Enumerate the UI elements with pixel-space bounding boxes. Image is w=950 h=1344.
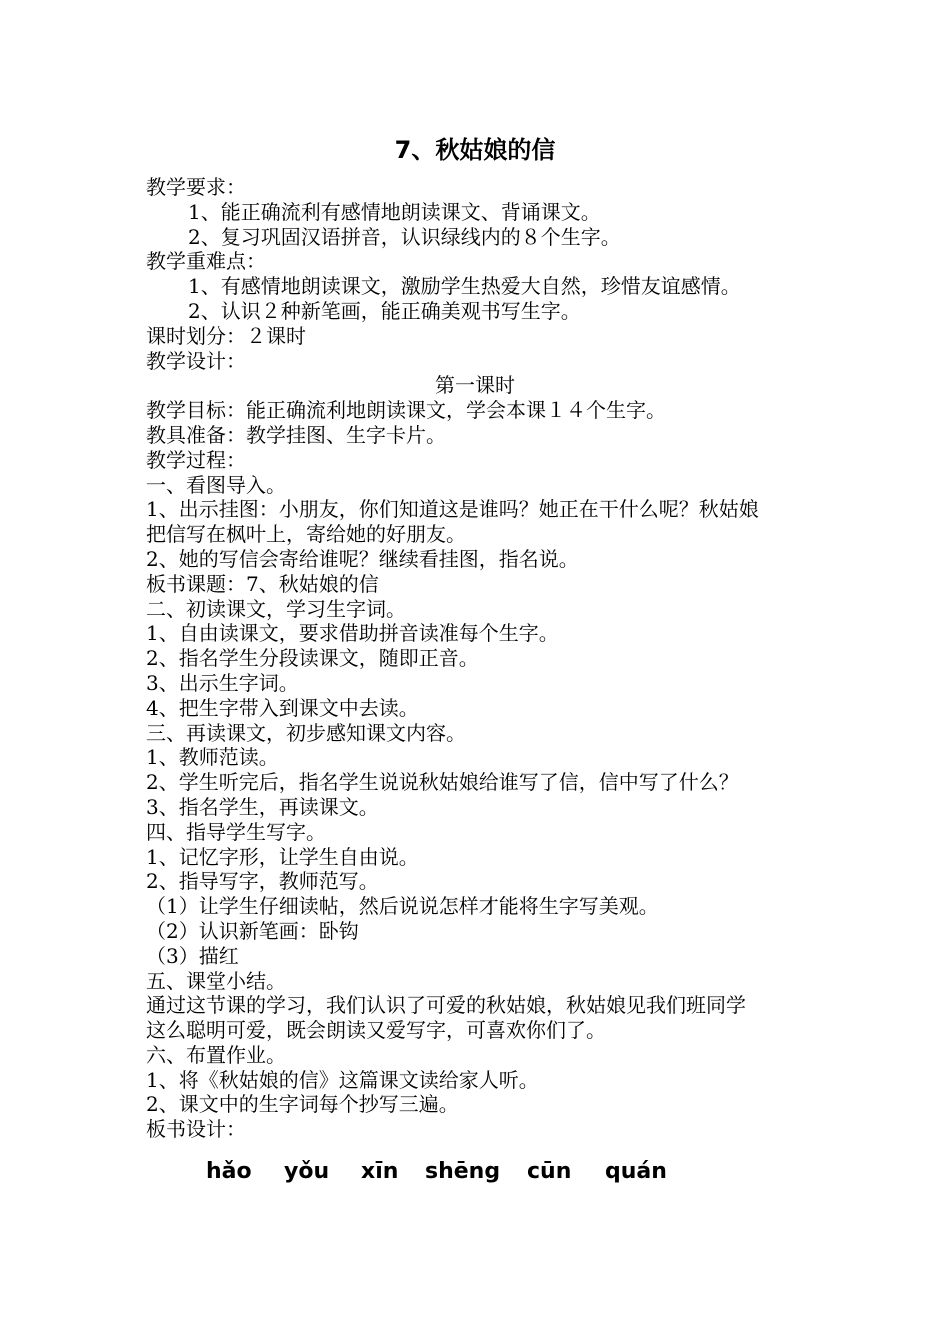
section-heading: 教学过程： xyxy=(146,447,246,472)
paragraph-line: 2、她的写信会寄给谁呢？继续看挂图，指名说。 xyxy=(146,546,579,571)
list-item: 1、有感情地朗读课文，激励学生热爱大自然，珍惜友谊感情。 xyxy=(188,274,741,299)
step-heading: 一、看图导入。 xyxy=(146,472,286,497)
paragraph-line: 1、将《秋姑娘的信》这篇课文读给家人听。 xyxy=(146,1067,539,1092)
paragraph-line: 2、指导写字，教师范写。 xyxy=(146,869,379,894)
paragraph-line: 教具准备：教学挂图、生字卡片。 xyxy=(146,422,446,447)
pinyin-word: cūn xyxy=(527,1159,572,1184)
step-heading: 四、指导学生写字。 xyxy=(146,819,326,844)
step-heading: 五、课堂小结。 xyxy=(146,968,286,993)
paragraph-line: 1、出示挂图：小朋友，你们知道这是谁吗？她正在干什么呢？秋姑娘 xyxy=(146,497,759,522)
paragraph-line: 把信写在枫叶上，寄给她的好朋友。 xyxy=(146,522,466,547)
document-body xyxy=(146,175,826,1142)
paragraph-line: 2、课文中的生字词每个抄写三遍。 xyxy=(146,1092,459,1117)
paragraph-line: 1、自由读课文，要求借助拼音读准每个生字。 xyxy=(146,621,559,646)
paragraph-line: 板书课题：7、秋姑娘的信 xyxy=(146,571,379,596)
section-heading: 板书设计： xyxy=(146,1117,246,1142)
paragraph-line: 3、指名学生，再读课文。 xyxy=(146,794,379,819)
list-item: 2、复习巩固汉语拼音，认识绿线内的８个生字。 xyxy=(188,224,621,249)
document-title: 7、秋姑娘的信 xyxy=(394,136,556,164)
section-heading: 教学设计： xyxy=(146,348,246,373)
section-heading: 教学要求： xyxy=(146,175,246,199)
paragraph-line: （3）描红 xyxy=(146,943,239,968)
paragraph-line: 通过这节课的学习，我们认识了可爱的秋姑娘，秋姑娘见我们班同学 xyxy=(146,993,746,1018)
lesson-heading: 第一课时 xyxy=(435,373,515,398)
pinyin-word: xīn xyxy=(361,1159,399,1184)
list-item: 2、认识２种新笔画，能正确美观书写生字。 xyxy=(188,298,581,323)
paragraph-line: 这么聪明可爱，既会朗读又爱写字，可喜欢你们了。 xyxy=(146,1018,606,1043)
step-heading: 三、再读课文，初步感知课文内容。 xyxy=(146,720,466,745)
paragraph-line: 教学目标：能正确流利地朗读课文，学会本课１４个生字。 xyxy=(146,398,666,423)
paragraph-line: （2）认识新笔画：卧钩 xyxy=(146,918,359,943)
paragraph-line: （1）让学生仔细读帖，然后说说怎样才能将生字写美观。 xyxy=(146,894,659,919)
section-heading: 教学重难点： xyxy=(146,249,266,274)
paragraph-line: 2、指名学生分段读课文，随即正音。 xyxy=(146,646,479,671)
paragraph-line: 1、记忆字形，让学生自由说。 xyxy=(146,844,419,869)
step-heading: 六、布置作业。 xyxy=(146,1042,286,1067)
paragraph-line: 1、教师范读。 xyxy=(146,745,279,770)
list-item: 1、能正确流利有感情地朗读课文、背诵课文。 xyxy=(188,199,601,224)
paragraph-line: 3、出示生字词。 xyxy=(146,670,299,695)
paragraph-line: 课时划分：２课时 xyxy=(146,323,306,348)
pinyin-word: hǎo xyxy=(206,1159,252,1184)
pinyin-word: yǒu xyxy=(284,1159,330,1184)
pinyin-word: quán xyxy=(605,1159,667,1184)
paragraph-line: 2、学生听完后，指名学生说说秋姑娘给谁写了信，信中写了什么？ xyxy=(146,770,739,795)
step-heading: 二、初读课文，学习生字词。 xyxy=(146,596,406,621)
pinyin-word: shēng xyxy=(425,1159,501,1184)
paragraph-line: 4、把生字带入到课文中去读。 xyxy=(146,695,419,720)
